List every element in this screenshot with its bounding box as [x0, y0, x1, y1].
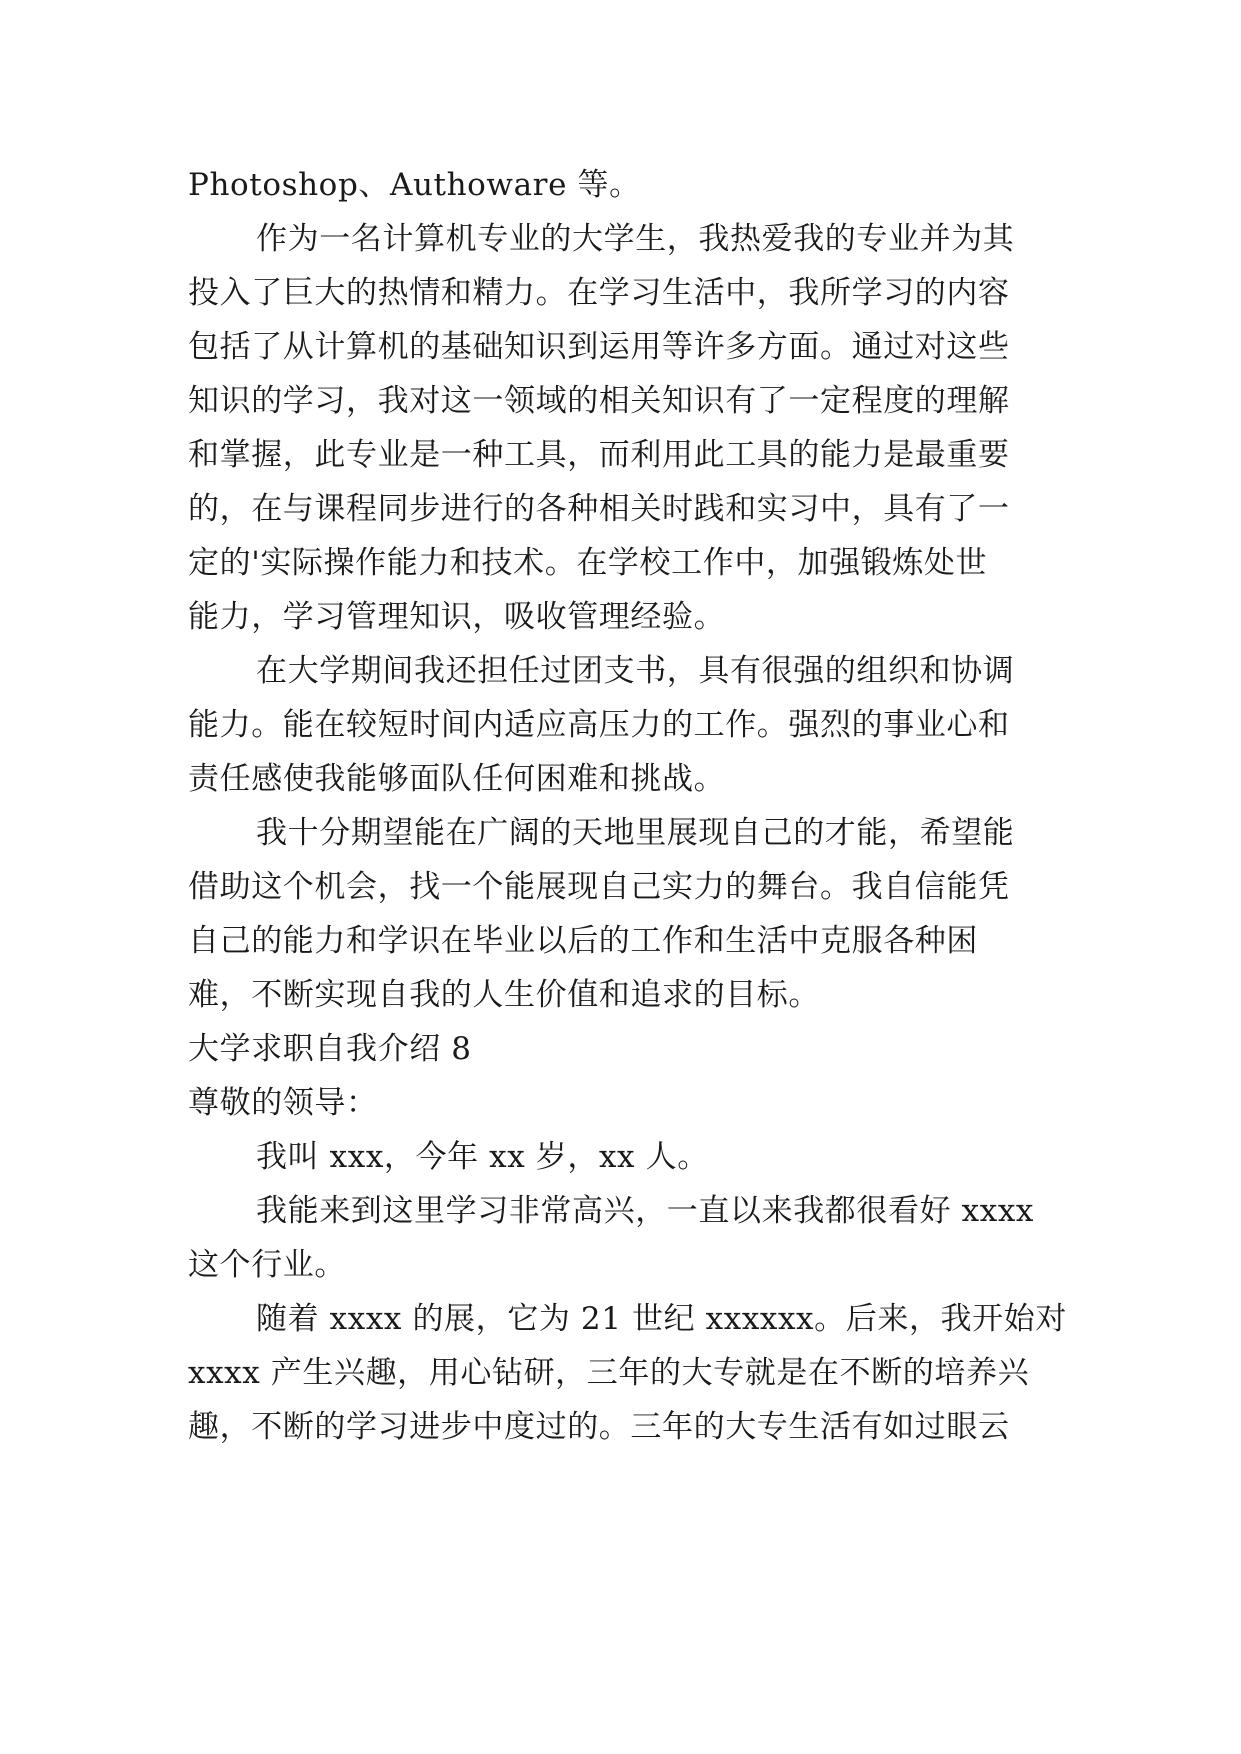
- text-line: 定的'实际操作能力和技术。在学校工作中，加强锻炼处世: [188, 545, 988, 581]
- text-line: 在大学期间我还担任过团支书，具有很强的组织和协调: [256, 653, 1015, 689]
- text-line: 和掌握，此专业是一种工具，而利用此工具的能力是最重要: [188, 437, 1010, 473]
- text-line: 责任感使我能够面队任何困难和挑战。: [188, 761, 726, 797]
- text-line: 这个行业。: [188, 1247, 346, 1283]
- text-line: 包括了从计算机的基础知识到运用等许多方面。通过对这些: [188, 329, 1010, 365]
- text-line: 我叫 xxx，今年 xx 岁，xx 人。: [256, 1139, 709, 1175]
- text-line: 趣，不断的学习进步中度过的。三年的大专生活有如过眼云: [188, 1409, 1010, 1445]
- text-line: 知识的学习，我对这一领域的相关知识有了一定程度的理解: [188, 383, 1010, 419]
- text-line: 能力。能在较短时间内适应高压力的工作。强烈的事业心和: [188, 707, 1010, 743]
- text-line: 能力，学习管理知识，吸收管理经验。: [188, 599, 726, 635]
- text-line: 我能来到这里学习非常高兴，一直以来我都很看好 xxxx: [256, 1193, 1034, 1229]
- text-line: Photoshop、Authoware 等。: [188, 167, 641, 203]
- text-line: 随着 xxxx 的展，它为 21 世纪 xxxxxx。后来，我开始对: [256, 1301, 1067, 1337]
- salutation: 尊敬的领导：: [188, 1085, 378, 1121]
- text-line: 作为一名计算机专业的大学生，我热爱我的专业并为其: [256, 221, 1015, 257]
- section-title: 大学求职自我介绍 8: [188, 1031, 472, 1067]
- text-line: 难，不断实现自我的人生价值和追求的目标。: [188, 977, 820, 1013]
- text-line: xxxx 产生兴趣，用心钻研，三年的大专就是在不断的培养兴: [188, 1355, 1030, 1391]
- text-line: 投入了巨大的热情和精力。在学习生活中，我所学习的内容: [188, 275, 1010, 311]
- text-line: 自己的能力和学识在毕业以后的工作和生活中克服各种困: [188, 923, 978, 959]
- text-line: 我十分期望能在广阔的天地里展现自己的才能，希望能: [256, 815, 1015, 851]
- text-line: 的，在与课程同步进行的各种相关时践和实习中，具有了一: [188, 491, 1010, 527]
- text-line: 借助这个机会，找一个能展现自己实力的舞台。我自信能凭: [188, 869, 1010, 905]
